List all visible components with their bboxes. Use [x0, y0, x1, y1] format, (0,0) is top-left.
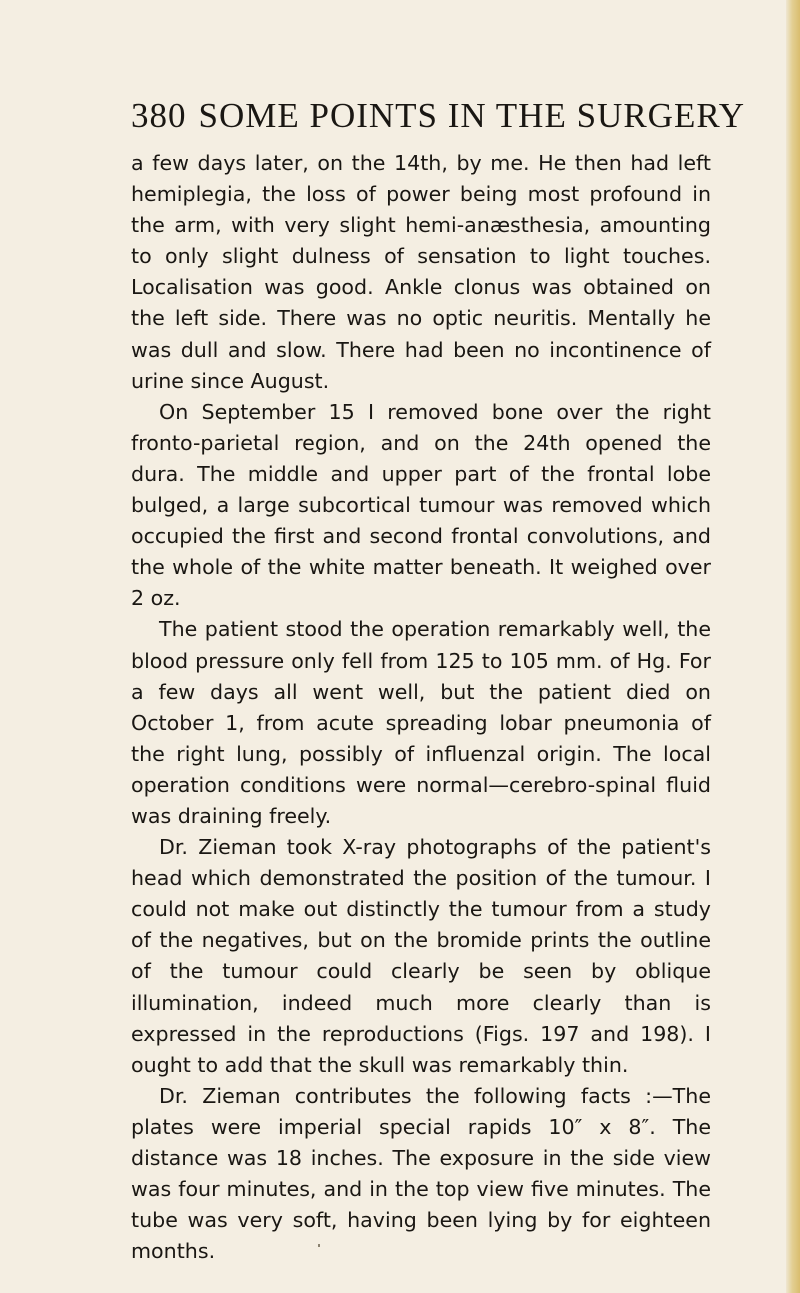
body-text: [131, 148, 711, 1267]
paragraph-3: The patient stood the operation remarkably well, the blood pressure only fell from 125 to 105 mm. of Hg. For a few days all went well, but the patient died on October 1, from acute spreading lobar pneumonia of the right lung, possibly of influenzal origin. The local operation conditions were normal—cerebro-spinal fluid was draining freely.: [131, 617, 711, 828]
paragraph-2: On September 15 I removed bone over the right fronto-parietal region, and on the 24th opened the dura. The middle and upper part of the frontal lobe bulged, a large subcortical tumour was removed which occupied the first and second frontal convolutions, and the whole of the white matter beneath. It weighed over 2 oz.: [131, 399, 711, 611]
running-title: SOME POINTS IN THE SURGERY: [198, 96, 746, 135]
paragraph-5: Dr. Zieman contributes the following facts :—The plates were imperial special rapids 10″ x 8″. The distance was 18 inches. The exposure in the side view was four minutes, and in the top view five minutes. The tube was very soft, having been lying by for eighteen months.: [131, 1083, 711, 1264]
page-number: 380: [131, 96, 187, 135]
paragraph-4: Dr. Zieman took X-ray photographs of the patient's head which demonstrated the position of the tumour. I could not make out distinctly the tumour from a study of the negatives, but on the bromide prints the outline of the tumour could clearly be seen by oblique illumination, indeed much more clearly than is expressed in the reproductions (Figs. 197 and 198). I ought to add that the skull was remarkably thin.: [131, 835, 711, 1077]
paragraph-1: a few days later, on the 14th, by me. He then had left hemiplegia, the loss of power being most profound in the arm, with very slight hemi-anæsthesia, amounting to only slight dulness of sensation to light touches. Localisation was good. Ankle clonus was obtained on the left side. There was no optic neuritis. Mentally he was dull and slow. There had been no incontinence of urine since August.: [131, 151, 711, 393]
running-head: [131, 96, 746, 135]
page-edge: [786, 0, 800, 1293]
ink-speck: [318, 1244, 320, 1247]
